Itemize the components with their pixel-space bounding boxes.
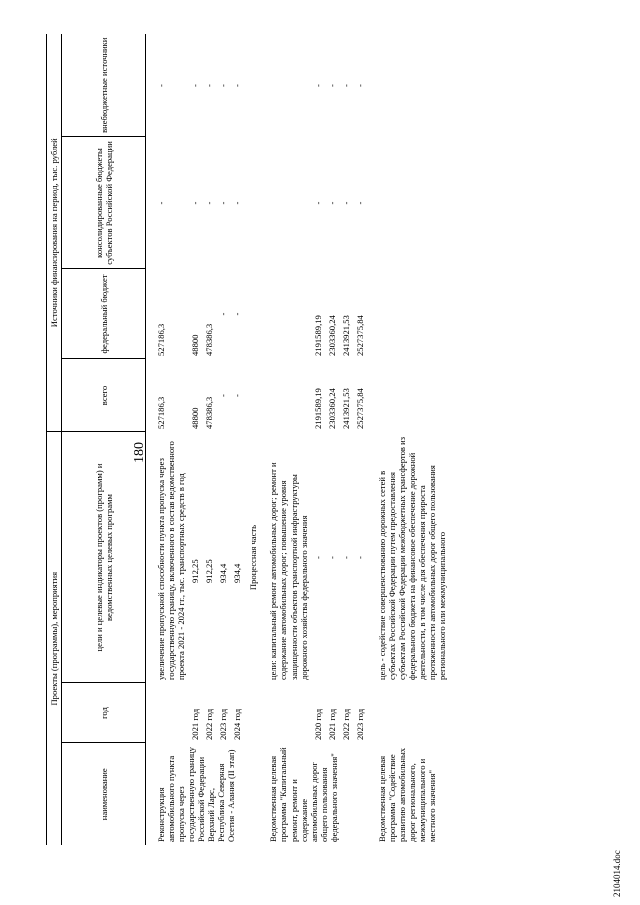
cell-regional: -: [326, 201, 337, 205]
section-title: Процессная часть: [248, 524, 259, 591]
cell-regional: -: [156, 201, 167, 205]
header-projects: Проекты (программы), мероприятия: [47, 432, 62, 845]
cell-federal: -: [232, 312, 243, 316]
cell-extra: -: [218, 84, 229, 87]
cell-indicator: -: [340, 556, 351, 559]
cell-extra: -: [156, 84, 167, 87]
cell-regional: -: [218, 201, 229, 205]
cell-regional: -: [190, 201, 201, 205]
table-row: [216, 34, 230, 845]
table-row: [353, 34, 367, 845]
cell-federal: 478386,3: [204, 323, 215, 356]
cell-total: 527186,3: [156, 396, 167, 429]
project-name: Реконструкция автомобильного пункта пропуска через государственную границу Российской Федерации Верхний Ларс, Республика Северная Осетия - Алания (II этап): [156, 747, 237, 842]
financing-table: [46, 34, 449, 845]
header-goals: цели и целевые индикаторы проектов (программ) и ведомственных целевых программ: [62, 432, 146, 683]
program-goal: цели: капитальный ремонт автомобильных дорог; ремонт и содержание автомобильных дорог; повышение уровня защищенности объектов транспортной инфраструктуры дорожного хозяйства федерального значения: [268, 462, 309, 680]
header-regional: консолидированные бюджеты субъектов Российской Федерации: [62, 137, 146, 269]
cell-indicator: -: [326, 556, 337, 559]
header-year: год: [62, 683, 146, 743]
header-sources: Источники финансирования на период, тыс. рублей: [47, 34, 62, 432]
cell-total: 2303360,24: [326, 388, 337, 429]
cell-year: 2021 год: [326, 708, 337, 740]
table-row: [367, 34, 449, 845]
cell-year: 2022 год: [204, 708, 215, 740]
program-goal: цель - содействие совершенствованию дорожных сетей в субъектах Российской Федерации путем предоставления субъектам Российской Федерации межбюджетных трансфертов из федерального бюджета на финансовое обеспечение дорожной деятельности, в том числе для обеспечения прироста протяженности автомобильных дорог общего пользования регионального или межмуниципального: [376, 436, 448, 680]
cell-total: 2413921,53: [340, 388, 351, 429]
cell-federal: 2413921,53: [340, 315, 351, 356]
cell-indicator: 912,25: [190, 559, 201, 583]
cell-federal: 2191589,19: [312, 315, 323, 356]
cell-extra: -: [340, 84, 351, 87]
cell-total: -: [218, 394, 229, 397]
cell-indicator: -: [312, 556, 323, 559]
table-row: [146, 34, 189, 845]
cell-regional: -: [204, 201, 215, 205]
cell-year: 2022 год: [340, 708, 351, 740]
program-name: Ведомственная целевая программа "Капитальный ремонт, ремонт и содержание автомобильных дорог общего пользования федерального значения": [268, 747, 339, 842]
cell-extra: -: [204, 84, 215, 87]
cell-total: -: [232, 394, 243, 397]
cell-indicator: 912,25: [204, 559, 215, 583]
cell-total: 48800: [190, 407, 201, 429]
table-row: [202, 34, 216, 845]
cell-federal: 527186,3: [156, 323, 167, 356]
table-row: [325, 34, 339, 845]
project-goal: увеличение пропускной способности пункта пропуска через государственную границу, включенного в состав ведомственного проекта 2021 - 2024 гг., тыс. транспортных средств в год: [156, 441, 187, 680]
cell-federal: 48800: [190, 334, 201, 356]
cell-extra: -: [190, 84, 201, 87]
header-federal: федеральный бюджет: [62, 269, 146, 359]
cell-total: 2527375,84: [354, 388, 365, 429]
cell-extra: -: [232, 84, 243, 87]
cell-indicator: 934,4: [218, 563, 229, 583]
cell-federal: -: [218, 312, 229, 316]
header-columns-row: [62, 34, 146, 845]
page-number: 180: [132, 442, 147, 463]
cell-federal: 2303360,24: [326, 315, 337, 356]
cell-federal: 2527375,84: [354, 315, 365, 356]
cell-regional: -: [354, 201, 365, 205]
header-name: наименование: [62, 743, 146, 845]
cell-year: 2021 год: [190, 708, 201, 740]
table-row: [311, 34, 325, 845]
cell-year: 2023 год: [218, 708, 229, 740]
cell-extra: -: [312, 84, 323, 87]
header-total: всего: [62, 359, 146, 432]
cell-year: 2024 год: [232, 708, 243, 740]
program-name: Ведомственная целевая программа "Содействие развитию автомобильных дорог регионального, межмуниципального и местного значения": [376, 747, 438, 842]
table-row: [188, 34, 202, 845]
header-group-row: [47, 34, 62, 845]
cell-indicator: -: [354, 556, 365, 559]
cell-indicator: 934,4: [232, 563, 243, 583]
cell-total: 478386,3: [204, 396, 215, 429]
cell-regional: -: [340, 201, 351, 205]
document-code: 2104014.doc: [612, 850, 622, 897]
cell-extra: -: [326, 84, 337, 87]
cell-regional: -: [232, 201, 243, 205]
cell-regional: -: [312, 201, 323, 205]
table-row: [266, 34, 310, 845]
cell-extra: -: [354, 84, 365, 87]
cell-year: 2020 год: [312, 708, 323, 740]
table-row: [230, 34, 244, 845]
cell-total: 2191589,19: [312, 388, 323, 429]
header-extra: внебюджетные источники: [62, 34, 146, 137]
table-row: [339, 34, 353, 845]
section-row: [244, 34, 266, 845]
cell-year: 2023 год: [354, 708, 365, 740]
